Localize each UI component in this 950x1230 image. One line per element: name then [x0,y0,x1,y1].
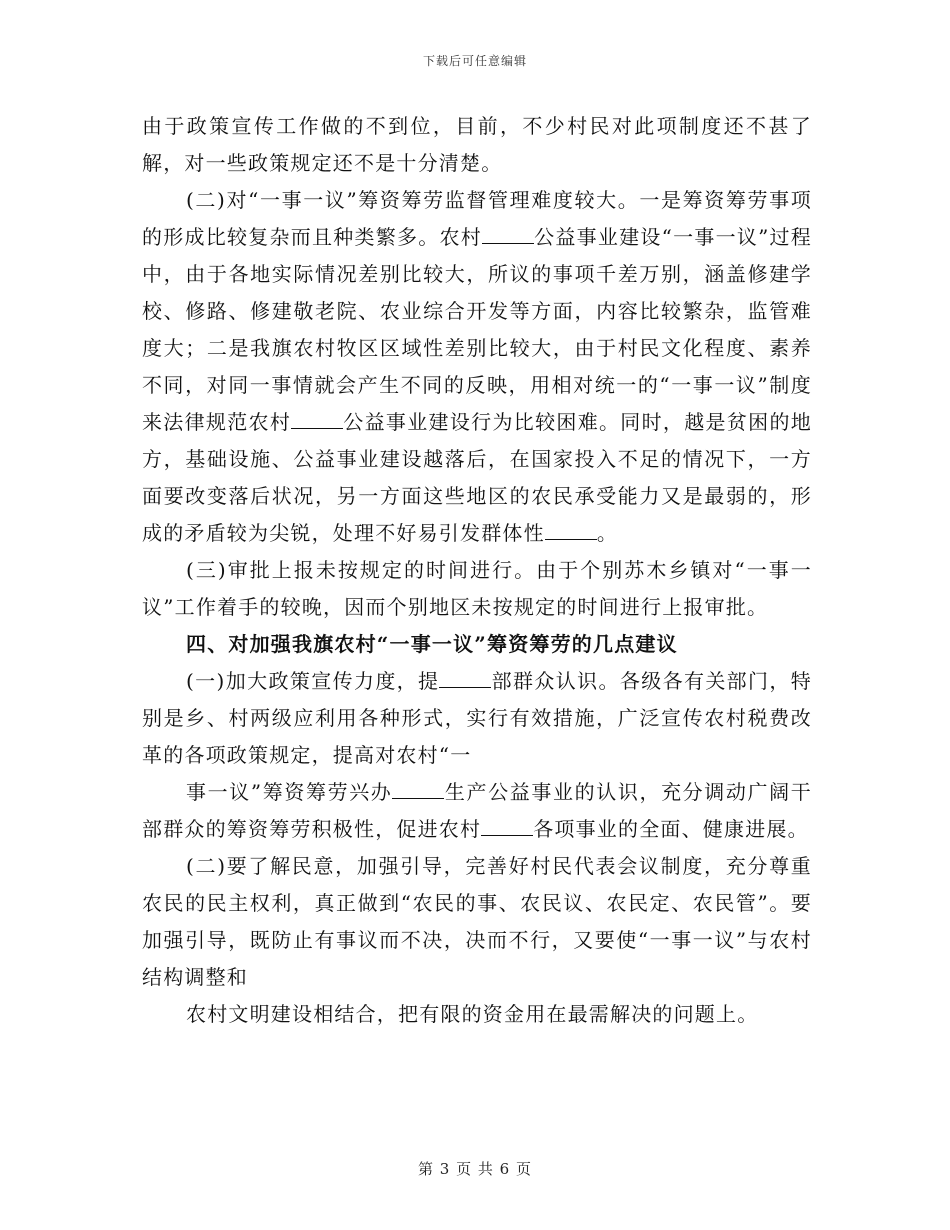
paragraph-text: 由于政策宣传工作做的不到位，目前，不少村民对此项制度还不甚了解，对一些政策规定还不是十分清楚。 [142,114,812,175]
blank-underline [392,780,444,799]
paragraph [142,848,812,996]
paragraph-text: (二)对“一事一议”筹资筹劳监督管理难度较大。一是筹资筹劳事项的形成比较复杂而且种类繁多。农村 [142,188,812,249]
paragraph-text: (一)加大政策宣传力度，提 [186,669,440,693]
blank-underline [545,521,597,540]
paragraph [142,774,812,848]
section-heading [142,626,812,663]
blank-underline [482,225,534,244]
paragraph [142,663,812,774]
paragraph-text: 各项事业的全面、健康进展。 [533,817,809,841]
document-body [142,108,812,1033]
paragraph-text: 事一议”筹资筹劳兴办 [186,780,393,804]
paragraph-text: 生产公益事业的认识，充分调动广阔干部群众的筹资筹劳积极性，促进农村 [142,780,812,841]
paragraph-text: 四、对加强我旗农村“一事一议”筹资筹劳的几点建议 [186,632,678,656]
page-number-footer: 第 3 页 共 6 页 [418,1160,532,1178]
paragraph [142,182,812,552]
paragraph-text: 部群众认识。各级各有关部门，特别是乡、村两级应利用各种形式，实行有效措施，广泛宣传农村税费改革的各项政策规定，提高对农村“一 [142,669,812,767]
blank-underline [481,817,533,836]
blank-underline [291,410,343,429]
paragraph [142,108,812,182]
paragraph-text: 公益事业建设行为比较困难。同时，越是贫困的地方，基础设施、公益事业建设越落后，在国家投入不足的情况下，一方面要改变落后状况，另一方面这些地区的农民承受能力又是最弱的，形成的矛盾较为尖锐，处理不好易引发群体性 [142,410,812,545]
paragraph [142,552,812,626]
paragraph-text: 公益事业建设“一事一议”过程中，由于各地实际情况差别比较大，所议的事项千差万别，涵盖修建学校、修路、修建敬老院、农业综合开发等方面，内容比较繁杂，监管难度大；二是我旗农村牧区区域性差别比较大，由于村民文化程度、素养不同，对同一事情就会产生不同的反映，用相对统一的“一事一议”制度来法律规范农村 [142,225,813,434]
paragraph-text: (三)审批上报未按规定的时间进行。由于个别苏木乡镇对“一事一议”工作着手的较晚，因而个别地区未按规定的时间进行上报审批。 [142,558,812,619]
page-header: 下载后可任意编辑 [422,54,527,68]
paragraph-text: 农村文明建设相结合，把有限的资金用在最需解决的问题上。 [186,1002,759,1026]
paragraph-text: 。 [596,521,619,545]
paragraph [142,996,812,1033]
paragraph-text: (二)要了解民意，加强引导，完善好村民代表会议制度，充分尊重农民的民主权利，真正做到“农民的事、农民议、农民定、农民管”。要加强引导，既防止有事议而不决，决而不行，又要使“一事一议”与农村结构调整和 [142,854,812,989]
blank-underline [439,669,491,688]
